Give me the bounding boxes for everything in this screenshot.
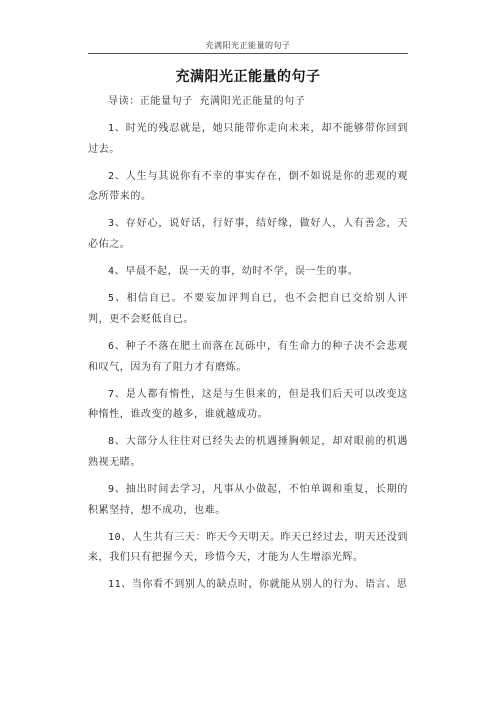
- quote-paragraph: 2、人生与其说你有不幸的事实存在，倒不如说是你的悲观的观念所带来的。: [88, 170, 408, 203]
- quote-paragraph: 3、存好心，说好话，行好事，结好缘，做好人，人有善念，天必佑之。: [88, 218, 408, 251]
- document-body: [88, 92, 408, 602]
- quote-paragraph: 11、当你看不到别人的缺点时，你就能从别人的行为、语言、思: [108, 579, 408, 591]
- quote-paragraph: 9、抽出时间去学习，凡事从小做起，不怕单调和重复，长期的积累坚持，想不成功，也难。: [88, 483, 408, 516]
- quote-paragraph: 8、大部分人往往对已经失去的机遇捶胸顿足，却对眼前的机遇熟视无睹。: [88, 436, 408, 468]
- quote-paragraph: 4、早晨不起，误一天的事，幼时不学，误一生的事。: [108, 266, 359, 278]
- quote-paragraph: 5、相信自已。不要妄加评判自已，也不会把自已交给别人评判，更不会贬低自已。: [88, 293, 408, 325]
- quote-paragraph: 1、时光的残忍就是，她只能带你走向未来，却不能够带你回到过去。: [88, 123, 408, 155]
- intro-paragraph: 导读：正能量句子 充满阳光正能量的句子: [108, 96, 306, 107]
- document-title: 充满阳光正能量的句子: [175, 69, 321, 85]
- quote-paragraph: 7、是人都有惰性，这是与生俱来的，但是我们后天可以改变这种惰性，谁改变的越多，谁就越成功。: [88, 388, 408, 421]
- quote-paragraph: 6、种子不落在肥土而落在瓦砾中，有生命力的种子决不会悲观和叹气，因为有了阻力才有磨炼。: [88, 340, 408, 373]
- running-header: 充满阳光正能量的句子: [205, 41, 291, 50]
- header-divider: [88, 53, 408, 54]
- quote-paragraph: 10、人生共有三天：昨天今天明天。昨天已经过去，明天还没到来，我们只有把握今天，珍惜今天，才能为人生增添光辉。: [88, 531, 408, 564]
